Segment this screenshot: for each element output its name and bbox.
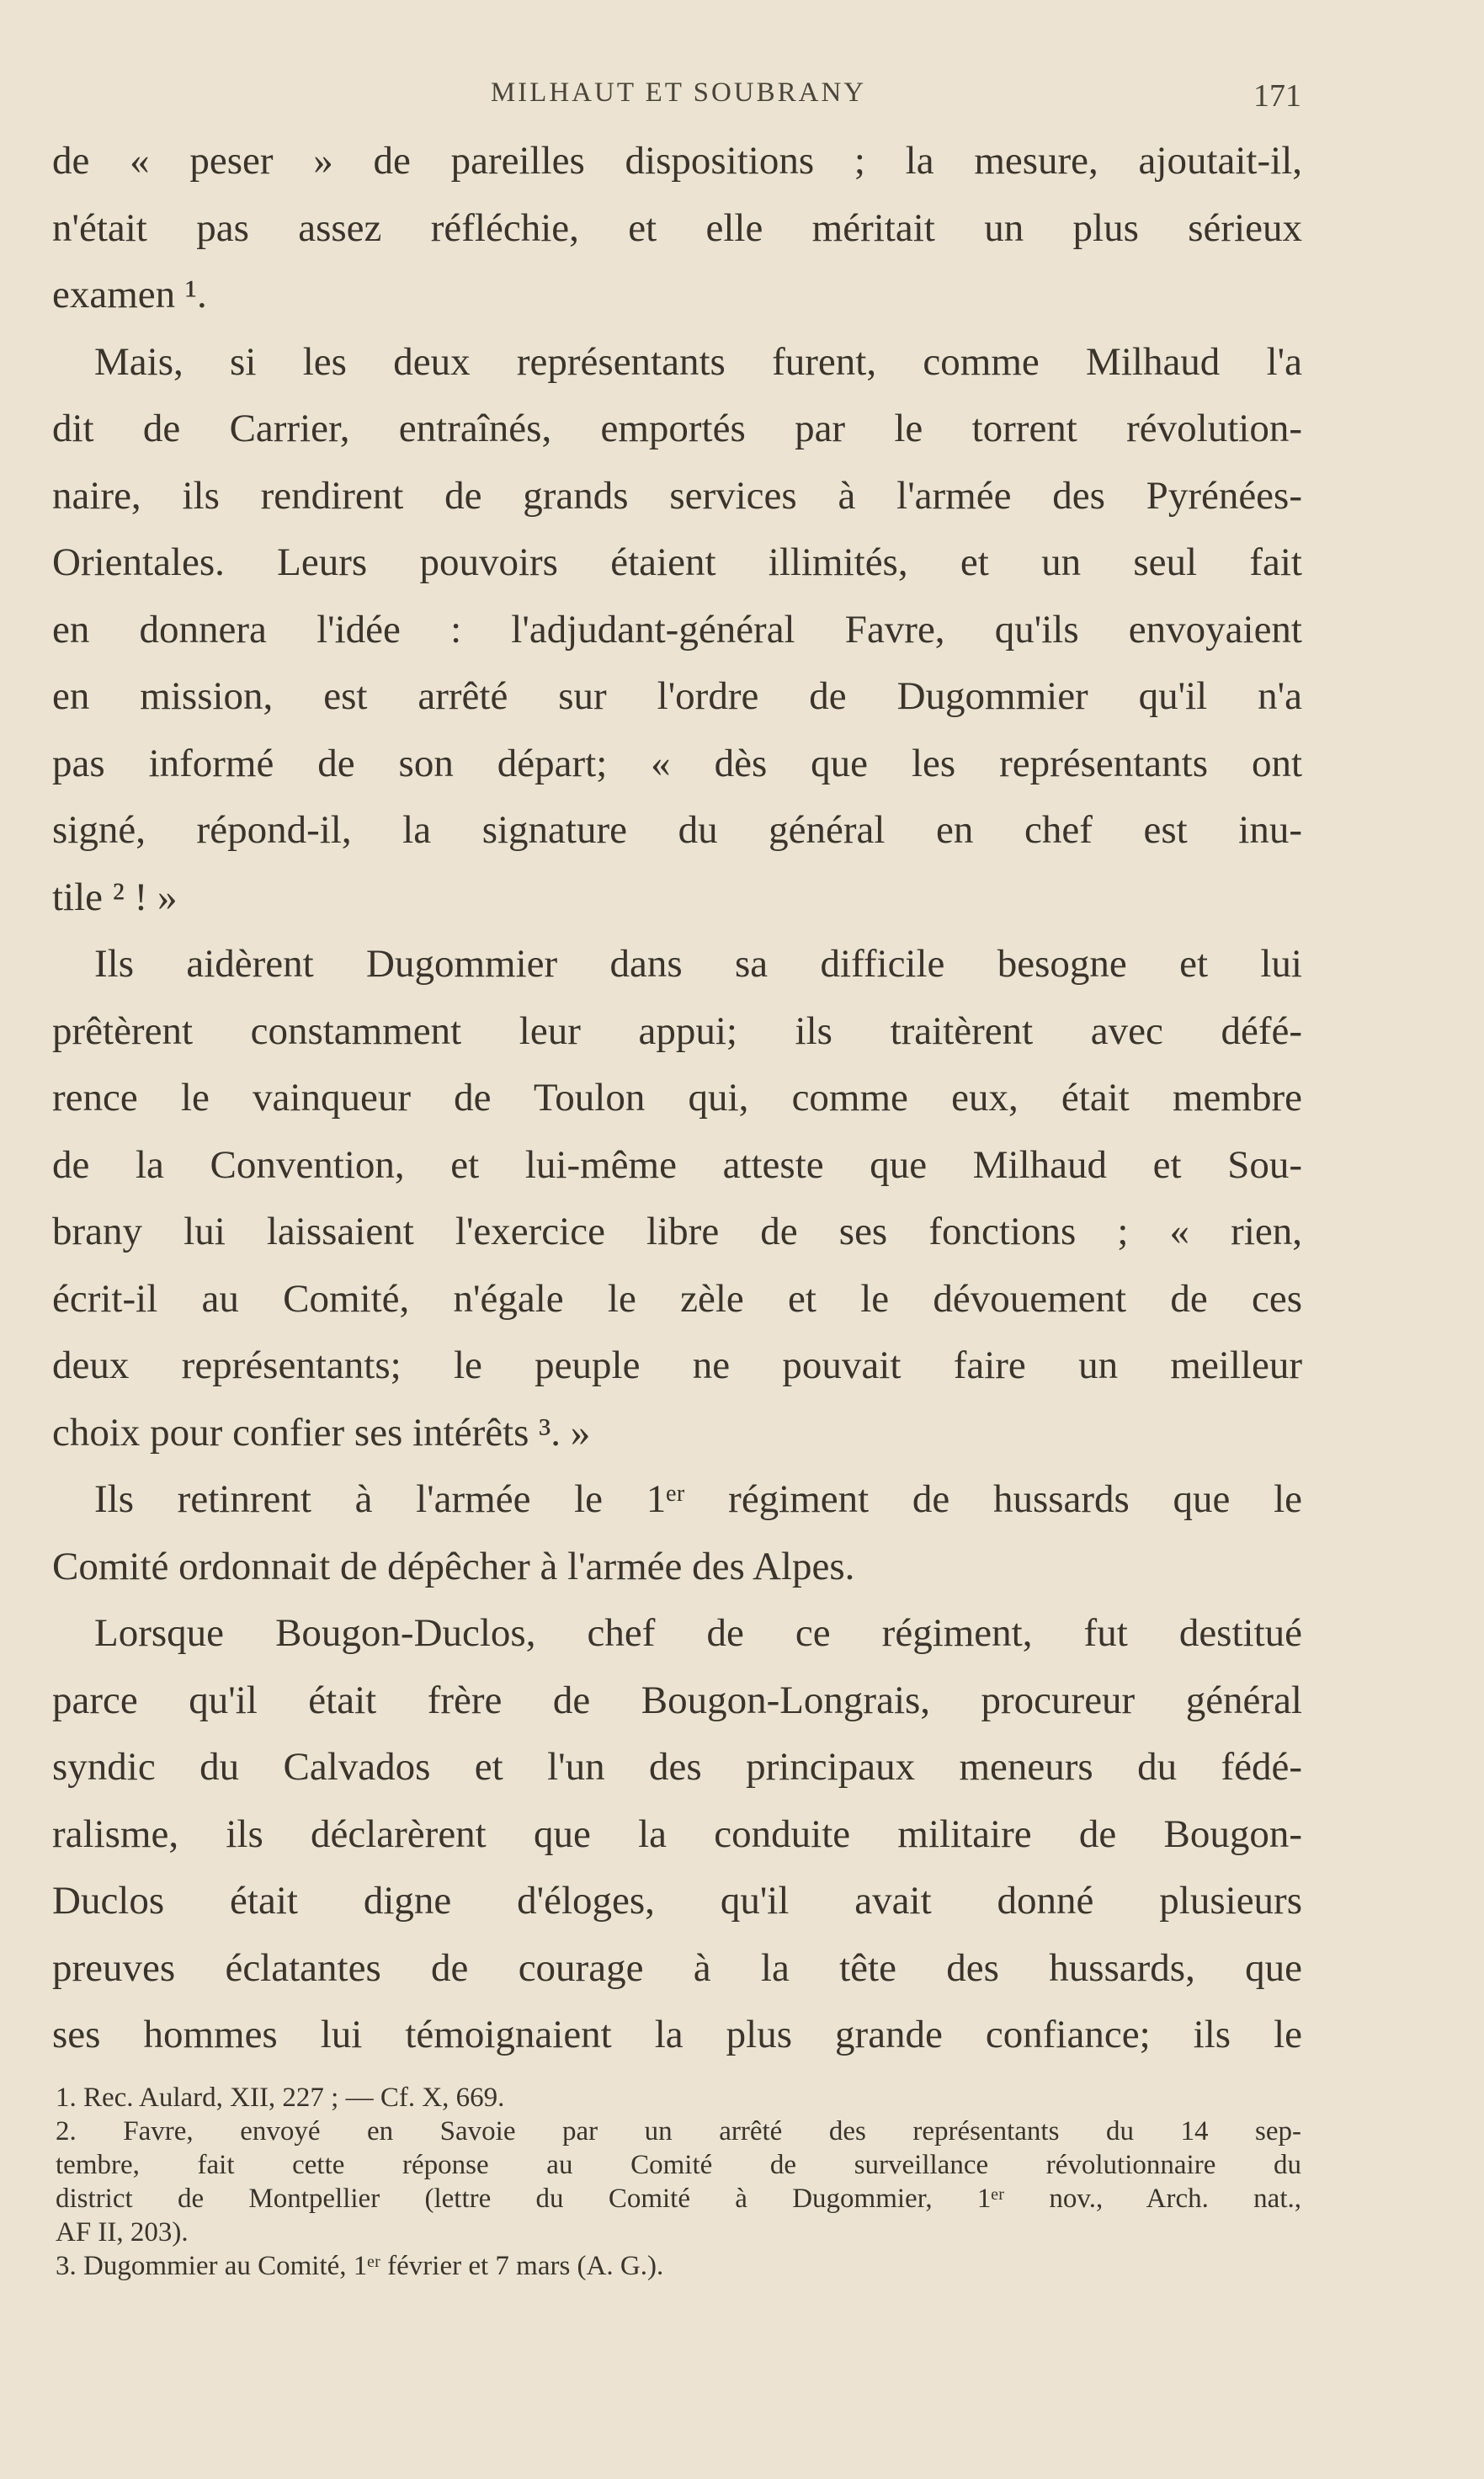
text-line: naire, ils rendirent de grands services à l'armée des Pyrénées-: [52, 473, 1302, 518]
footnote-line: 2. Favre, envoyé en Savoie par un arrêté des représentants du 14 sep-: [56, 2116, 1301, 2147]
text-line: deux représentants; le peuple ne pouvait faire un meilleur: [52, 1343, 1302, 1387]
running-head: MILHAUT ET SOUBRANY: [490, 77, 867, 108]
text-line: Ils retinrent à l'armée le 1ᵉʳ régiment de hussards que le: [94, 1477, 1302, 1521]
text-line: en mission, est arrêté sur l'ordre de Dugommier qu'il n'a: [52, 674, 1302, 718]
footnote-line: 1. Rec. Aulard, XII, 227 ; — Cf. X, 669.: [56, 2083, 505, 2113]
text-line: parce qu'il était frère de Bougon-Longrais, procureur général: [52, 1678, 1302, 1722]
footnote-line: AF II, 203).: [56, 2217, 189, 2248]
footnote-line: district de Montpellier (lettre du Comité à Dugommier, 1ᵉʳ nov., Arch. nat.,: [56, 2184, 1301, 2214]
text-line: de « peser » de pareilles dispositions ; la mesure, ajoutait-il,: [52, 139, 1302, 183]
text-line: preuves éclatantes de courage à la tête des hussards, que: [52, 1945, 1302, 1990]
page-number: 171: [1253, 78, 1301, 114]
text-line: signé, répond-il, la signature du général en chef est inu-: [52, 808, 1302, 852]
text-line: n'était pas assez réfléchie, et elle méritait un plus sérieux: [52, 205, 1302, 250]
footnote-line: 3. Dugommier au Comité, 1ᵉʳ février et 7 mars (A. G.).: [56, 2251, 664, 2281]
text-line: en donnera l'idée : l'adjudant-général Favre, qu'ils envoyaient: [52, 607, 1302, 652]
text-line: ralisme, ils déclarèrent que la conduite militaire de Bougon-: [52, 1811, 1302, 1856]
text-line: Mais, si les deux représentants furent, comme Milhaud l'a: [94, 339, 1302, 384]
footnote-line: tembre, fait cette réponse au Comité de surveillance révolutionnaire du: [56, 2150, 1301, 2180]
text-line: de la Convention, et lui-même atteste que Milhaud et Sou-: [52, 1142, 1302, 1187]
text-line: écrit-il au Comité, n'égale le zèle et le dévouement de ces: [52, 1276, 1302, 1321]
text-line: Duclos était digne d'éloges, qu'il avait donné plusieurs: [52, 1879, 1302, 1923]
text-line: ses hommes lui témoignaient la plus grande confiance; ils le: [52, 2013, 1302, 2056]
text-line: Lorsque Bougon-Duclos, chef de ce régiment, fut destitué: [94, 1611, 1302, 1655]
text-line: pas informé de son départ; « dès que les représentants ont: [52, 741, 1302, 785]
text-line: dit de Carrier, entraînés, emportés par le torrent révolution-: [52, 407, 1302, 450]
text-line: Orientales. Leurs pouvoirs étaient illimités, et un seul fait: [52, 540, 1302, 584]
text-line: examen ¹.: [52, 273, 207, 317]
footnotes: [56, 2081, 1301, 2283]
text-line: Ils aidèrent Dugommier dans sa difficile besogne et lui: [94, 942, 1302, 986]
text-line: rence le vainqueur de Toulon qui, comme eux, était membre: [52, 1076, 1302, 1120]
text-line: Comité ordonnait de dépêcher à l'armée des Alpes.: [52, 1544, 855, 1588]
text-line: brany lui laissaient l'exercice libre de ses fonctions ; « rien,: [52, 1210, 1302, 1253]
text-line: tile ² ! »: [52, 875, 178, 919]
text-line: syndic du Calvados et l'un des principaux meneurs du fédé-: [52, 1745, 1302, 1789]
text-line: choix pour confier ses intérêts ³. »: [52, 1410, 591, 1455]
page-header: [56, 77, 1301, 114]
text-line: prêtèrent constamment leur appui; ils traitèrent avec défé-: [52, 1008, 1302, 1053]
body-text: [52, 128, 1302, 2069]
